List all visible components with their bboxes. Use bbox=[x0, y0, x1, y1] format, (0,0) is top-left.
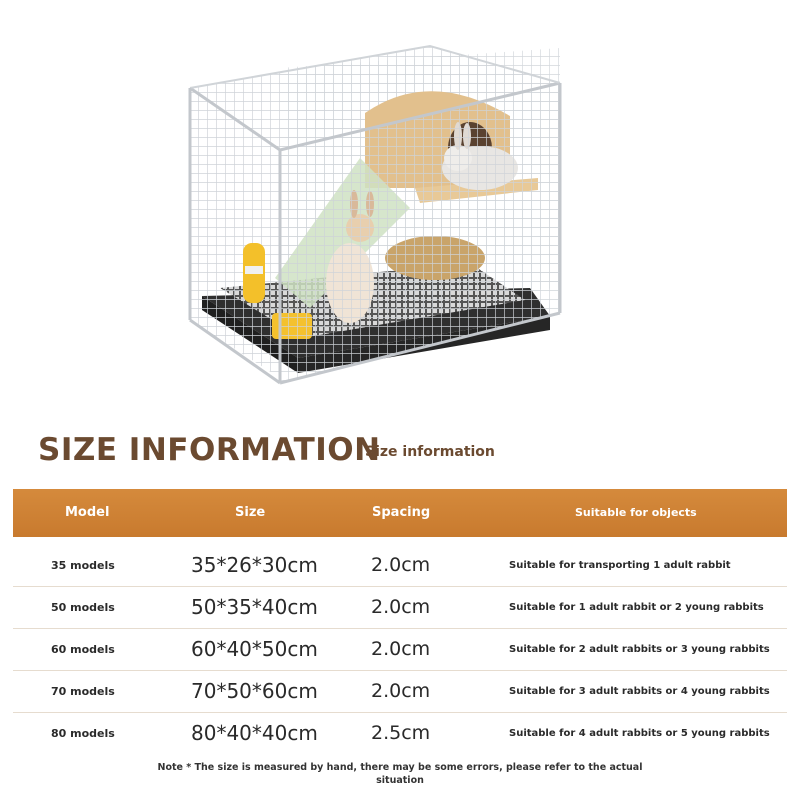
table-row bbox=[13, 545, 787, 587]
header-spacing: Spacing bbox=[372, 505, 431, 520]
table-row bbox=[13, 671, 787, 713]
rabbit-cage-image bbox=[180, 38, 570, 398]
size-table bbox=[13, 545, 787, 754]
row-size: 60*40*50cm bbox=[191, 637, 318, 661]
row-size: 70*50*60cm bbox=[191, 679, 318, 703]
row-model: 70 models bbox=[51, 685, 115, 698]
row-model: 60 models bbox=[51, 643, 115, 656]
row-model: 35 models bbox=[51, 559, 115, 572]
row-suitable: Suitable for 1 adult rabbit or 2 young rabbits bbox=[509, 602, 764, 613]
row-size: 80*40*40cm bbox=[191, 721, 318, 745]
header-suitable: Suitable for objects bbox=[575, 506, 697, 519]
measurement-note: Note * The size is measured by hand, there may be some errors, please refer to the actual situation bbox=[157, 762, 643, 786]
row-spacing: 2.5cm bbox=[371, 722, 431, 744]
table-row bbox=[13, 713, 787, 754]
row-spacing: 2.0cm bbox=[371, 554, 431, 576]
table-row bbox=[13, 629, 787, 671]
header-size: Size bbox=[235, 505, 266, 520]
page-title: SIZE INFORMATION bbox=[38, 432, 381, 468]
row-size: 50*35*40cm bbox=[191, 595, 318, 619]
page-subtitle: Size information bbox=[365, 444, 495, 460]
row-size: 35*26*30cm bbox=[191, 553, 318, 577]
row-suitable: Suitable for 2 adult rabbits or 3 young rabbits bbox=[509, 644, 770, 655]
table-row bbox=[13, 587, 787, 629]
header-model: Model bbox=[65, 505, 110, 520]
row-suitable: Suitable for 3 adult rabbits or 4 young rabbits bbox=[509, 686, 770, 697]
row-model: 50 models bbox=[51, 601, 115, 614]
row-model: 80 models bbox=[51, 727, 115, 740]
row-suitable: Suitable for 4 adult rabbits or 5 young rabbits bbox=[509, 728, 770, 739]
table-header bbox=[13, 489, 787, 537]
row-spacing: 2.0cm bbox=[371, 596, 431, 618]
row-suitable: Suitable for transporting 1 adult rabbit bbox=[509, 560, 731, 571]
row-spacing: 2.0cm bbox=[371, 638, 431, 660]
row-spacing: 2.0cm bbox=[371, 680, 431, 702]
